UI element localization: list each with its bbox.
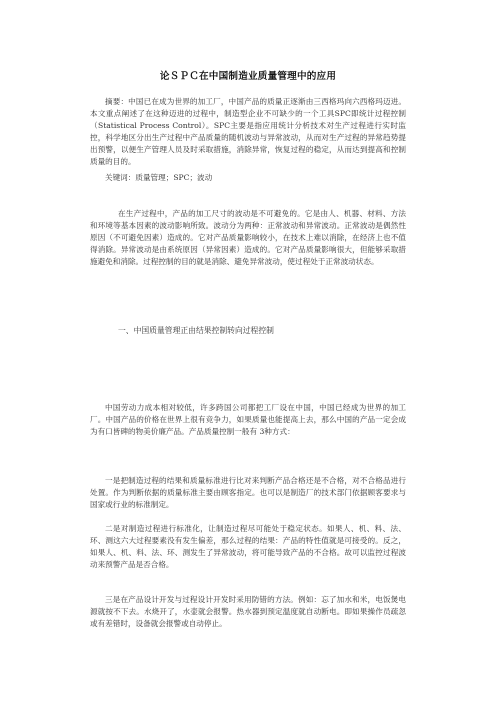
abstract-paragraph: 摘要：中国已在成为世界的加工厂，中国产品的质量正逐渐由三西格玛向六西格玛迈进。本文重点阐述了在这种迈进的过程中，制造型企业不可缺少的一个工具SPC即统计过程控制（Statistical Process Control）。SPC主要是指应用统计分析技术对生产过程进行实时监控，科学地区分出生产过程中产品质量的随机波动与异常波动，从而对生产过程的异常趋势提出预警，以便生产管理人员及时采取措施，消除异常，恢复过程的稳定，从而达到提高和控制质量的目的。 — [90, 97, 406, 167]
body-paragraph-3: 二是对制造过程进行标准化，让制造过程尽可能处于稳定状态。如果人、机、料、法、环、测这六大过程要素没有发生偏差，那么过程的结果：产品的特性值就是可接受的。反之，如果人、机、料、法、环、测发生了异常波动，将可能导致产品的不合格。故可以监控过程波动来预警产品是否合格。 — [90, 524, 406, 570]
intro-paragraph: 在生产过程中，产品的加工尺寸的波动是不可避免的。它是由人、机器、材料、方法和环境等基本因素的波动影响所致。波动分为两种：正常波动和异常波动。正常波动是偶然性原因（不可避免因素）造成的。它对产品质量影响较小，在技术上难以消除，在经济上也不值得消除。异常波动是由系统原因（异常因素）造成的。它对产品质量影响很大，但能够采取措施避免和消除。过程控制的目的就是消除、避免异常波动，使过程处于正常波动状态。 — [90, 209, 406, 267]
body-paragraph-4: 三是在产品设计开发与过程设计开发时采用防错的方法。例如：忘了加水和米，电饭煲电源就按不下去。水烧开了，水壶就会报警。热水器到预定温度就自动断电。即如果操作员疏忽或有差错时，设备就会报警或自动停止。 — [90, 595, 406, 629]
body-paragraph-2: 一是把制造过程的结果和质量标准进行比对来判断产品合格还是不合格，对不合格品进行处置。作为判断依据的质量标准主要由顾客指定。也可以是制造厂的技术部门依据顾客要求与国家或行业的标准制定。 — [90, 476, 406, 510]
body-paragraph-1: 中国劳动力成本相对较低，许多跨国公司都把工厂设在中国，中国已经成为世界的加工厂。中国产品的价格在世界上很有竞争力，如果质量也能提高上去，那么中国的产品一定会成为有口皆碑的物美价廉产品。产品质量控制一般有 3种方式： — [90, 403, 406, 437]
section-heading: 一、中国质量管理正由结果控制转向过程控制 — [118, 326, 274, 335]
keywords-line: 关键词：质量管理；SPC；波动 — [105, 173, 213, 182]
page-title: 论ＳＰＣ在中国制造业质量管理中的应用 — [159, 71, 337, 82]
